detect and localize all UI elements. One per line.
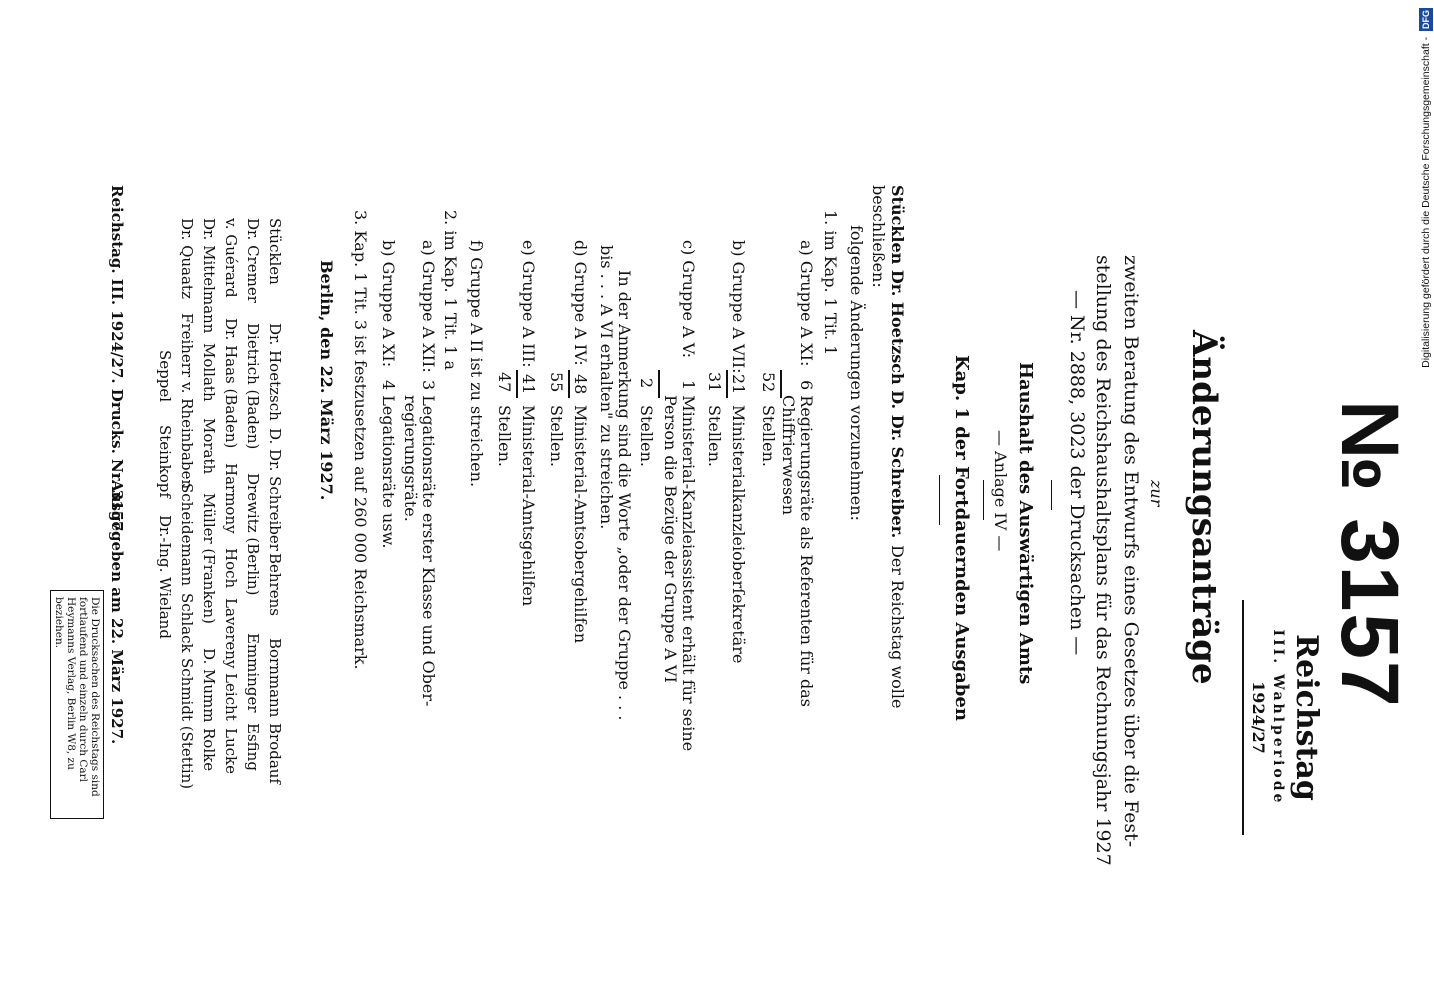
signatory: Schlack	[178, 593, 196, 653]
item-1c-text-cont: Person die Bezüge der Gruppe A VI	[661, 395, 680, 683]
header-rule	[1242, 600, 1244, 835]
item-2b-text: 4 Legationsräte usw.	[379, 380, 398, 549]
signatory: Bornmann	[266, 638, 284, 718]
section-haushalt: Haushalt des Auswärtigen Amts	[1015, 362, 1036, 685]
signatory: Drewitz (Berlin)	[244, 473, 262, 596]
signatory: Schmidt (Stettin)	[178, 658, 196, 790]
item-1e-text: Ministerial-Amtsgehilfen	[519, 405, 538, 607]
item-1a-text: 6 Regierungsräte als Referenten für das	[797, 380, 816, 708]
item-1c-note: In der Anmerkung sind die Worte „oder der Gruppe . . .	[615, 270, 634, 721]
dfg-credit-sidebar	[1419, 8, 1433, 992]
item-1b-text: Ministerialkanzleioberſekretäre	[729, 405, 748, 664]
item-1d-stellen: Stellen.	[547, 405, 566, 467]
signatory: Rolke	[200, 728, 218, 772]
proposers-names: Stücklen Dr. Hoetzsch D. Dr. Schreiber.	[888, 185, 907, 539]
item-1d-text: Ministerial-Amtsobergehilfen	[571, 405, 590, 644]
folgende-aenderungen: folgende Änderungen vorzunehmen:	[847, 225, 866, 521]
signatory: D. Mumm	[200, 648, 218, 723]
item-1: 1. im Kap. 1 Tit. 1	[821, 210, 840, 356]
signatory: Müller (Franken)	[200, 493, 218, 624]
wahlperiode: III. Wahlperiode	[1270, 629, 1286, 806]
item-1a-text-cont: Chiffrierwesen	[779, 395, 798, 516]
signatory: Lucke	[222, 728, 240, 774]
item-1c-group: c) Gruppe A V:	[679, 240, 698, 359]
footer-issue-date: Ausgegeben am 22. März 1927.	[108, 480, 126, 745]
item-1a-stellen: Stellen.	[759, 405, 778, 467]
sum-rule	[516, 370, 518, 398]
item-3: 3. Kap. 1 Tit. 3 ist festzusetzen auf 260 000 Reichsmark.	[351, 210, 370, 670]
item-1d-count: 48	[571, 374, 590, 395]
section-anlage: — Anlage IV —	[991, 430, 1010, 552]
sum-rule	[726, 370, 728, 398]
item-1e-total: 47	[495, 372, 514, 393]
signatory: Dr. Hoetzsch	[266, 323, 284, 421]
item-1f: f) Gruppe A II ist zu streichen.	[467, 240, 486, 488]
item-1a-total: 52	[759, 372, 778, 393]
divider	[1051, 480, 1052, 510]
footer-publisher-box: Die Drucksachen des Reichstags sind fortlaufend und einzeln durch Carl Heymanns Verlag, Berlin W8, zu beziehen.	[50, 590, 104, 819]
signatory: Seppel	[156, 350, 174, 403]
item-2a-text-cont: regierungsräte.	[401, 395, 420, 522]
dfg-credit-text: Digitalisierung gefördert durch die Deutsche Forschungsgemeinschaft -	[1420, 36, 1432, 368]
signatory: Dr. Cremer	[244, 218, 262, 303]
signatory: Hoch	[222, 548, 240, 589]
item-1a-group: a) Gruppe A XI:	[797, 240, 816, 367]
signatory: Stücklen	[266, 218, 284, 285]
item-1e-stellen: Stellen.	[495, 405, 514, 467]
sum-rule	[568, 370, 570, 398]
dfg-logo: DFG	[1421, 10, 1431, 29]
signatory: Dr. Quaatz	[178, 218, 196, 299]
reichstag-title: Reichstag	[1289, 634, 1324, 801]
section-kap: Kap. 1 der Fortdauernden Ausgaben	[951, 355, 972, 721]
item-1b-stellen: Stellen.	[705, 405, 724, 467]
item-1b-group: b) Gruppe A VII:	[729, 240, 748, 374]
item-2a-text: 3 Legationsräte erster Klasse und Ober-	[419, 380, 438, 707]
proposal-intro: Der Reichstag wolle	[888, 545, 907, 709]
signature-date: Berlin, den 22. März 1927.	[317, 260, 336, 501]
signatory: v. Guérard	[222, 218, 240, 298]
item-1d-total: 55	[547, 372, 566, 393]
signatory: D. Dr. Schreiber	[266, 428, 284, 551]
signatory: Scheidemann	[178, 483, 196, 586]
document-title: Änderungsanträge	[1184, 330, 1224, 685]
signatory: Behrens	[266, 553, 284, 616]
item-1e-count: 41	[519, 374, 538, 395]
item-2: 2. im Kap. 1 Tit. 1 a	[441, 210, 460, 371]
signatory: Dr. Haas (Baden)	[222, 318, 240, 449]
divider	[983, 480, 984, 520]
signatory: Mollath	[200, 343, 218, 402]
item-1c-stellen: Stellen.	[637, 405, 656, 467]
item-1c-text: 1 Ministerial-Kanzleiassistent erhält für seine	[679, 380, 698, 752]
signatory: Freiherr v. Rheinbaben	[178, 313, 196, 490]
signatory: Brodauf	[266, 723, 284, 784]
signatory: Harmony	[222, 463, 240, 534]
signatory: Leicht	[222, 673, 240, 721]
item-1c-note-cont: bis . . . A VI erhalten" zu streichen.	[597, 245, 616, 530]
signatory: Esfing	[244, 723, 262, 771]
signatory: Lavereny	[222, 598, 240, 669]
title-line-3: — Nr. 2888, 3023 der Drucksachen —	[1066, 290, 1088, 656]
period-years: 1924/27	[1249, 681, 1268, 754]
signatory: Dietrich (Baden)	[244, 323, 262, 450]
footer-print-ref: Reichstag. III. 1924/27. Drucks. Nr. 3157.	[108, 185, 126, 537]
title-zur: zur	[1147, 480, 1166, 507]
item-2b-group: b) Gruppe A XI:	[379, 240, 398, 368]
item-1d-group: d) Gruppe A IV:	[571, 240, 590, 366]
document-number: № 3157	[1324, 400, 1415, 709]
signatory: Dr.-Ing. Wieland	[156, 515, 174, 639]
item-1b-total: 31	[705, 372, 724, 393]
signatory: Steinkopf	[156, 425, 174, 498]
title-line-2: stellung des Reichshaushaltsplans für das Rechnungsjahr 1927	[1092, 255, 1114, 866]
reichstag-header	[1249, 600, 1324, 835]
divider	[939, 475, 940, 525]
signatory: Dr. Mittelmann	[200, 218, 218, 334]
item-1e-group: e) Gruppe A III:	[519, 240, 538, 368]
item-1b-count: 21	[729, 374, 748, 395]
beschliessen: beschließen:	[869, 185, 888, 288]
sum-rule	[780, 370, 782, 398]
item-2a-group: a) Gruppe A XII:	[419, 240, 438, 373]
sum-rule	[658, 370, 660, 398]
signatory: Morath	[200, 418, 218, 475]
item-1c-total: 2	[637, 378, 656, 389]
signatory: Emminger	[244, 633, 262, 713]
title-line-1: zweiten Beratung des Entwurfs eines Gesetzes über die Fest-	[1120, 255, 1142, 848]
